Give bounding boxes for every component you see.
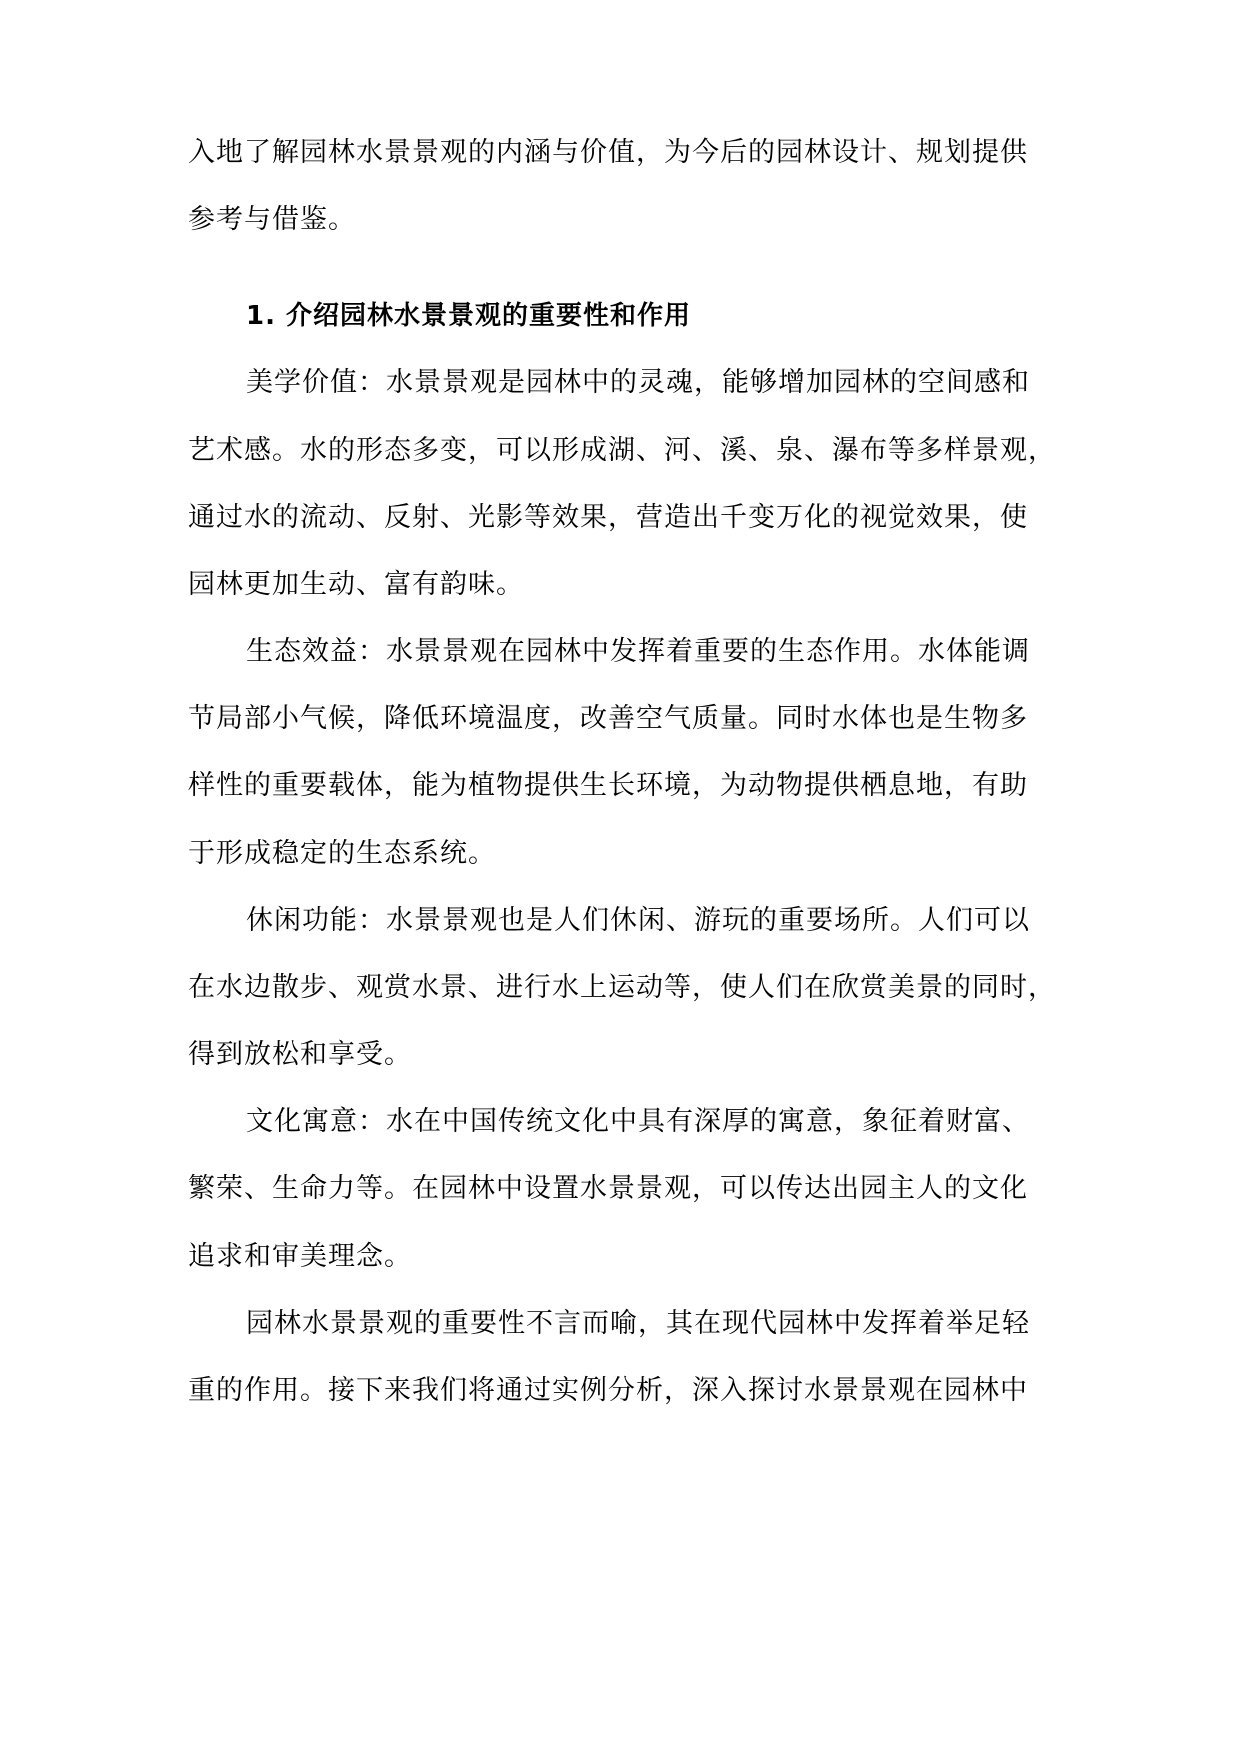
section-heading: 1. 介绍园林水景景观的重要性和作用: [246, 301, 692, 331]
cultural-paragraph-line: 繁荣、生命力等。在园林中设置水景景观，可以传达出园主人的文化: [188, 1173, 1028, 1204]
conclusion-paragraph-line: 重的作用。接下来我们将通过实例分析，深入探讨水景景观在园林中: [188, 1375, 1028, 1406]
aesthetic-paragraph-line: 美学价值：水景景观是园林中的灵魂，能够增加园林的空间感和: [246, 367, 1030, 398]
ecological-paragraph-line: 于形成稳定的生态系统。: [188, 838, 496, 869]
leisure-paragraph-line: 休闲功能：水景景观也是人们休闲、游玩的重要场所。人们可以: [246, 905, 1030, 936]
aesthetic-paragraph-line: 艺术感。水的形态多变，可以形成湖、河、溪、泉、瀑布等多样景观，: [188, 435, 1056, 466]
cultural-paragraph-line: 追求和审美理念。: [188, 1241, 412, 1272]
conclusion-paragraph-line: 园林水景景观的重要性不言而喻，其在现代园林中发挥着举足轻: [246, 1308, 1030, 1339]
ecological-paragraph-line: 节局部小气候，降低环境温度，改善空气质量。同时水体也是生物多: [188, 703, 1028, 734]
ecological-paragraph-line: 生态效益：水景景观在园林中发挥着重要的生态作用。水体能调: [246, 636, 1030, 667]
intro-text-line: 入地了解园林水景景观的内涵与价值，为今后的园林设计、规划提供: [188, 137, 1028, 168]
cultural-paragraph-line: 文化寓意：水在中国传统文化中具有深厚的寓意，象征着财富、: [246, 1106, 1030, 1137]
aesthetic-paragraph-line: 通过水的流动、反射、光影等效果，营造出千变万化的视觉效果，使: [188, 502, 1028, 533]
ecological-paragraph-line: 样性的重要载体，能为植物提供生长环境，为动物提供栖息地，有助: [188, 770, 1028, 801]
leisure-paragraph-line: 得到放松和享受。: [188, 1039, 412, 1070]
intro-text-line: 参考与借鉴。: [188, 204, 356, 235]
aesthetic-paragraph-line: 园林更加生动、富有韵味。: [188, 569, 524, 600]
leisure-paragraph-line: 在水边散步、观赏水景、进行水上运动等，使人们在欣赏美景的同时，: [188, 972, 1056, 1003]
